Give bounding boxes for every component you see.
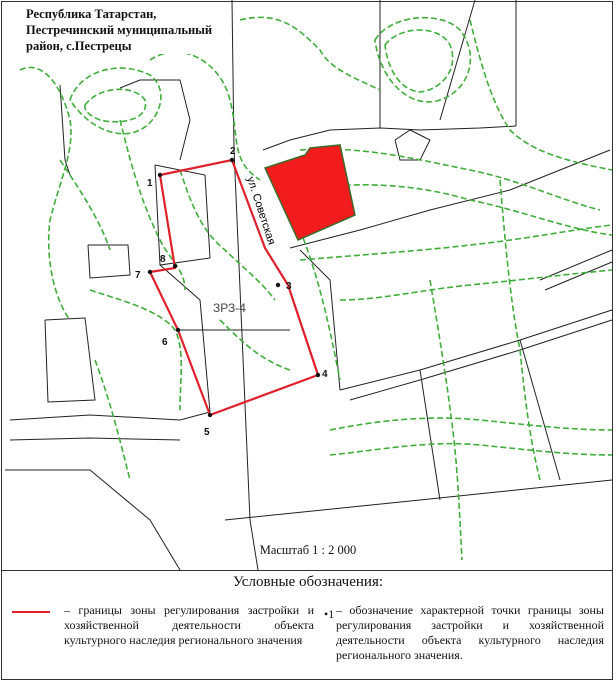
point-label-4: 4 — [322, 369, 328, 380]
legend-title: Условные обозначения: — [232, 574, 384, 590]
point-label-3: 3 — [286, 281, 292, 292]
legend-point-marker: •1 — [324, 607, 335, 621]
title-line-3: район, с.Пестрецы — [26, 39, 132, 53]
vegetation-contours — [20, 17, 612, 560]
point-4-marker — [316, 373, 320, 377]
legend-point-number: 1 — [328, 607, 335, 621]
point-3-marker — [276, 283, 280, 287]
point-5-marker — [208, 413, 212, 417]
point-2-marker — [230, 158, 234, 162]
scale-label: Масштаб 1 : 2 000 — [259, 543, 357, 557]
heritage-building[interactable] — [265, 145, 355, 240]
point-7-marker — [148, 270, 152, 274]
zone-label: ЗРЗ-4 — [213, 301, 246, 315]
legend-divider — [1, 570, 613, 571]
title-line-2: Пестречинский муниципальный — [26, 23, 213, 37]
point-label-6: 6 — [162, 337, 168, 348]
point-6-marker — [176, 328, 180, 332]
block-outlines — [5, 0, 612, 570]
point-label-7: 7 — [135, 270, 141, 281]
legend-point-text: – обозначение характерной точки границы зоны регулирования застройки и хозяйственной деятельности объекта культурного наследия регионального значения. — [336, 603, 604, 662]
title-line-1: Республика Татарстан, — [26, 7, 157, 21]
point-label-8: 8 — [160, 254, 166, 265]
point-label-2: 2 — [230, 146, 236, 157]
point-label-5: 5 — [204, 427, 210, 438]
point-label-1: 1 — [147, 178, 153, 189]
point-1-marker — [158, 173, 162, 177]
point-8-marker — [173, 264, 177, 268]
boundary-line-swatch — [12, 611, 50, 613]
street-label: ул. Советская — [244, 175, 278, 247]
legend-boundary-text: – границы зоны регулирования застройки и хозяйственной деятельности объекта культурного наследия регионального значения — [64, 603, 314, 647]
map-title — [26, 6, 212, 54]
